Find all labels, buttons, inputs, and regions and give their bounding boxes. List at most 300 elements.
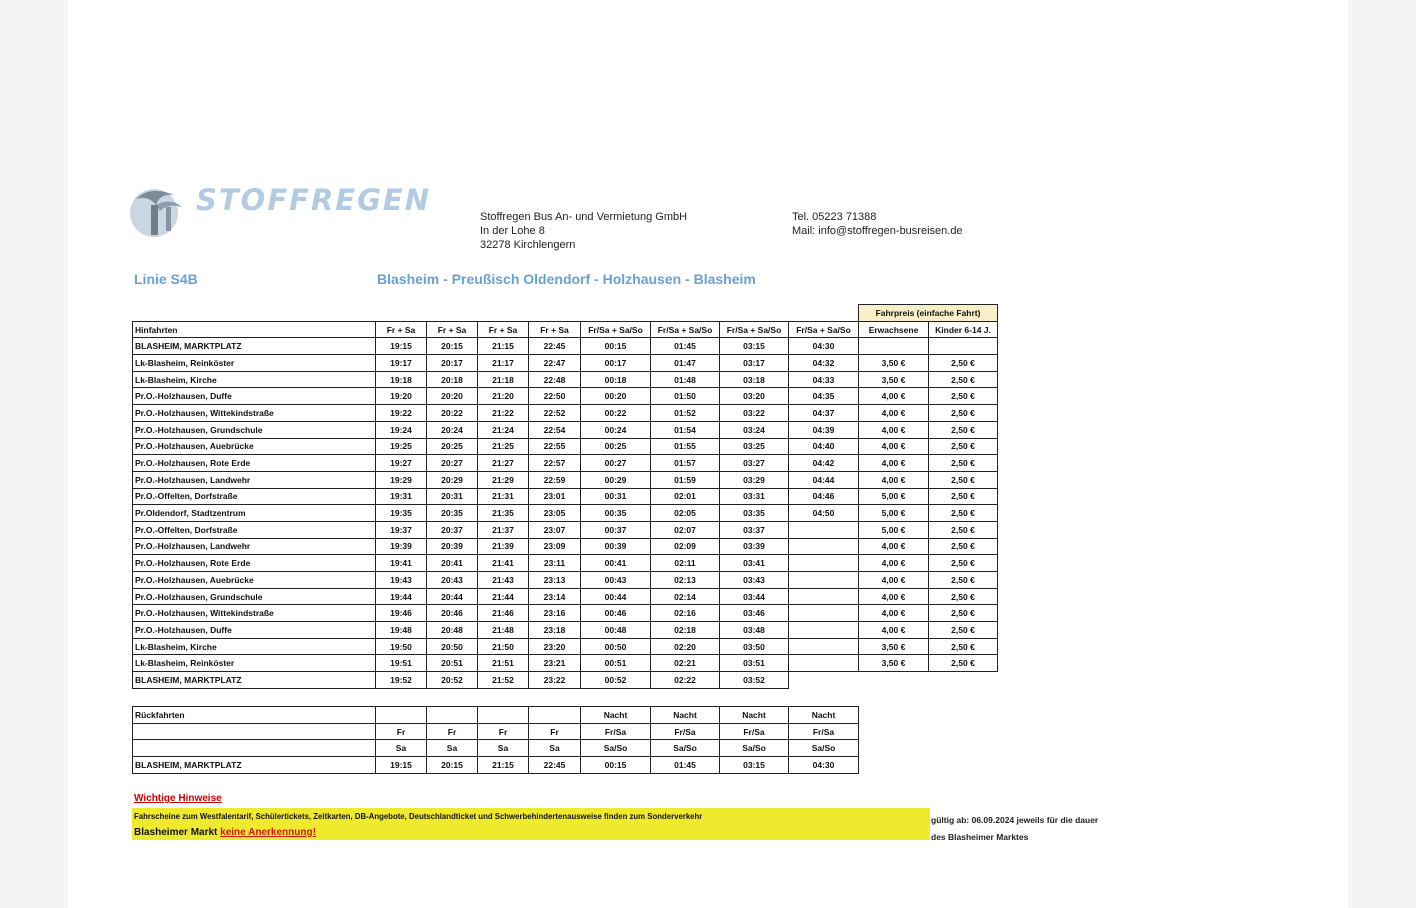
time-cell: 04:40: [789, 438, 859, 455]
time-cell: 00:15: [581, 338, 651, 355]
time-cell: 20:37: [427, 521, 478, 538]
table-row: [133, 605, 998, 622]
time-cell: 00:18: [581, 371, 651, 388]
time-cell: 00:25: [581, 438, 651, 455]
table-row: [133, 455, 998, 472]
stop-name: Lk-Blasheim, Reinköster: [133, 355, 376, 372]
fare-cell: 4,00 €: [859, 471, 929, 488]
fare-cell: 2,50 €: [929, 505, 998, 522]
table-row: [133, 622, 998, 639]
time-cell: 20:50: [427, 638, 478, 655]
fare-cell: 3,50 €: [859, 355, 929, 372]
time-cell: 22:57: [529, 455, 581, 472]
time-cell: 04:44: [789, 471, 859, 488]
table-row: [133, 672, 998, 689]
stop-name: BLASHEIM, MARKTPLATZ: [133, 672, 376, 689]
time-cell: 19:50: [376, 638, 427, 655]
time-cell: 00:27: [581, 455, 651, 472]
time-cell: 19:44: [376, 588, 427, 605]
stop-name: Pr.O.-Holzhausen, Wittekindstraße: [133, 405, 376, 422]
time-cell: 01:48: [651, 371, 720, 388]
time-cell: 23:21: [529, 655, 581, 672]
time-cell: 00:51: [581, 655, 651, 672]
time-cell: 03:15: [720, 338, 789, 355]
table-row: [133, 405, 998, 422]
time-cell: 19:37: [376, 521, 427, 538]
column-header: Fr/Sa + Sa/So: [581, 321, 651, 338]
column-header: Fr/Sa + Sa/So: [720, 321, 789, 338]
return-cell: Fr: [427, 723, 478, 740]
table-row: [133, 588, 998, 605]
fare-cell: 4,00 €: [859, 405, 929, 422]
time-cell: 01:47: [651, 355, 720, 372]
fare-cell: 2,50 €: [929, 355, 998, 372]
time-cell: 03:41: [720, 555, 789, 572]
fare-cell: 2,50 €: [929, 572, 998, 589]
time-cell: [789, 622, 859, 639]
return-cell: Sa: [427, 740, 478, 757]
time-cell: 03:50: [720, 638, 789, 655]
time-cell: 02:09: [651, 538, 720, 555]
time-cell: 03:20: [720, 388, 789, 405]
time-cell: 00:48: [581, 622, 651, 639]
time-cell: 19:18: [376, 371, 427, 388]
notes-no-recognition: keine Anerkennung!: [220, 827, 316, 838]
time-cell: 21:25: [478, 438, 529, 455]
time-cell: 01:45: [651, 338, 720, 355]
stop-name: Pr.O.-Offelten, Dorfstraße: [133, 488, 376, 505]
time-cell: 04:30: [789, 338, 859, 355]
time-cell: [789, 605, 859, 622]
return-cell: Fr/Sa: [789, 723, 859, 740]
table-row: [133, 471, 998, 488]
stop-name: Pr.O.-Holzhausen, Grundschule: [133, 421, 376, 438]
stop-name: Pr.O.-Holzhausen, Auebrücke: [133, 438, 376, 455]
table-row: [133, 572, 998, 589]
fare-cell: 4,00 €: [859, 622, 929, 639]
time-cell: 23:14: [529, 588, 581, 605]
company-name: Stoffregen Bus An- und Vermietung GmbH: [480, 211, 688, 223]
palm-tree-icon: [130, 183, 188, 241]
stop-name: Pr.O.-Holzhausen, Duffe: [133, 622, 376, 639]
time-cell: 22:59: [529, 471, 581, 488]
time-cell: 02:14: [651, 588, 720, 605]
fare-cell: 2,50 €: [929, 588, 998, 605]
time-cell: 19:41: [376, 555, 427, 572]
fare-cell: 3,50 €: [859, 655, 929, 672]
return-label: BLASHEIM, MARKTPLATZ: [133, 757, 376, 774]
stop-name: Lk-Blasheim, Reinköster: [133, 655, 376, 672]
return-cell: Nacht: [789, 707, 859, 724]
company-logo: [130, 183, 431, 243]
time-cell: 21:44: [478, 588, 529, 605]
time-cell: 23:07: [529, 521, 581, 538]
time-cell: [789, 538, 859, 555]
return-cell: Fr/Sa: [581, 723, 651, 740]
time-cell: 20:51: [427, 655, 478, 672]
time-cell: 00:24: [581, 421, 651, 438]
fare-cell: 2,50 €: [929, 605, 998, 622]
column-header: Fr + Sa: [529, 321, 581, 338]
time-cell: 19:25: [376, 438, 427, 455]
fare-cell: 3,50 €: [859, 371, 929, 388]
time-cell: 04:37: [789, 405, 859, 422]
notes-highlight: [132, 808, 930, 840]
return-cell: 00:15: [581, 757, 651, 774]
time-cell: 19:29: [376, 471, 427, 488]
time-cell: 03:51: [720, 655, 789, 672]
notes-line-1: Fahrscheine zum Westfalentarif, Schülertickets, Zeitkarten, DB-Angebote, Deutschlandticket und Schwerbehindertenausweise finden zum Sonderverkehr: [134, 812, 703, 821]
time-cell: 20:15: [427, 338, 478, 355]
return-cell: [427, 707, 478, 724]
time-cell: 04:39: [789, 421, 859, 438]
return-cell: 01:45: [651, 757, 720, 774]
table-row: [133, 488, 998, 505]
company-email: Mail: info@stoffregen-busreisen.de: [792, 225, 963, 237]
column-header: Fr + Sa: [376, 321, 427, 338]
fare-cell: 4,00 €: [859, 455, 929, 472]
time-cell: 21:50: [478, 638, 529, 655]
fare-cell: 4,00 €: [859, 588, 929, 605]
fare-cell: 3,50 €: [859, 638, 929, 655]
return-cell: 21:15: [478, 757, 529, 774]
time-cell: [789, 588, 859, 605]
column-header: Erwachsene: [859, 321, 929, 338]
table-row: [133, 371, 998, 388]
return-cell: [529, 707, 581, 724]
time-cell: 20:43: [427, 572, 478, 589]
time-cell: 23:22: [529, 672, 581, 689]
time-cell: 03:18: [720, 371, 789, 388]
spacer-cell: [133, 305, 859, 322]
time-cell: 03:37: [720, 521, 789, 538]
time-cell: 03:29: [720, 471, 789, 488]
fare-cell: 5,00 €: [859, 488, 929, 505]
time-cell: 02:16: [651, 605, 720, 622]
return-cell: Sa: [529, 740, 581, 757]
stop-name: BLASHEIM, MARKTPLATZ: [133, 338, 376, 355]
time-cell: 03:22: [720, 405, 789, 422]
table-row: [133, 438, 998, 455]
table-row: [133, 555, 998, 572]
stop-name: Pr.O.-Holzhausen, Rote Erde: [133, 455, 376, 472]
time-cell: 23:13: [529, 572, 581, 589]
time-cell: 03:35: [720, 505, 789, 522]
time-cell: 21:27: [478, 455, 529, 472]
time-cell: 02:07: [651, 521, 720, 538]
time-cell: 23:11: [529, 555, 581, 572]
notes-market: Blasheimer Markt: [134, 827, 218, 838]
stop-name: Pr.Oldendorf, Stadtzentrum: [133, 505, 376, 522]
time-cell: 22:45: [529, 338, 581, 355]
time-cell: 19:20: [376, 388, 427, 405]
return-cell: 03:15: [720, 757, 789, 774]
time-cell: [789, 521, 859, 538]
time-cell: 00:17: [581, 355, 651, 372]
column-header: Kinder 6-14 J.: [929, 321, 998, 338]
time-cell: 00:22: [581, 405, 651, 422]
time-cell: 01:55: [651, 438, 720, 455]
time-cell: 22:52: [529, 405, 581, 422]
time-cell: 03:39: [720, 538, 789, 555]
stop-name: Pr.O.-Holzhausen, Auebrücke: [133, 572, 376, 589]
time-cell: 00:46: [581, 605, 651, 622]
timetable-outbound: [132, 304, 998, 689]
time-cell: 03:17: [720, 355, 789, 372]
time-cell: [789, 572, 859, 589]
time-cell: 00:31: [581, 488, 651, 505]
fare-cell: 2,50 €: [929, 438, 998, 455]
company-street: In der Lohe 8: [480, 225, 545, 237]
column-header: Fr/Sa + Sa/So: [651, 321, 720, 338]
time-cell: 20:18: [427, 371, 478, 388]
fare-cell: 4,00 €: [859, 421, 929, 438]
stop-name: Pr.O.-Holzhausen, Rote Erde: [133, 555, 376, 572]
time-cell: 19:35: [376, 505, 427, 522]
time-cell: 20:44: [427, 588, 478, 605]
time-cell: 00:37: [581, 521, 651, 538]
time-cell: 23:09: [529, 538, 581, 555]
time-cell: 23:18: [529, 622, 581, 639]
time-cell: 23:16: [529, 605, 581, 622]
time-cell: 23:20: [529, 638, 581, 655]
stop-name: Pr.O.-Holzhausen, Landwehr: [133, 538, 376, 555]
time-cell: 00:35: [581, 505, 651, 522]
time-cell: 21:39: [478, 538, 529, 555]
return-cell: Sa/So: [789, 740, 859, 757]
time-cell: 21:17: [478, 355, 529, 372]
table-row: [133, 421, 998, 438]
time-cell: 02:11: [651, 555, 720, 572]
stop-name: Pr.O.-Offelten, Dorfstraße: [133, 521, 376, 538]
time-cell: 21:51: [478, 655, 529, 672]
time-cell: [789, 555, 859, 572]
time-cell: 20:52: [427, 672, 478, 689]
time-cell: 01:59: [651, 471, 720, 488]
fare-header: Fahrpreis (einfache Fahrt): [859, 305, 998, 322]
time-cell: 19:22: [376, 405, 427, 422]
time-cell: 04:42: [789, 455, 859, 472]
time-cell: 23:05: [529, 505, 581, 522]
return-cell: Nacht: [581, 707, 651, 724]
return-cell: Sa/So: [581, 740, 651, 757]
fare-cell: 2,50 €: [929, 421, 998, 438]
return-cell: [376, 707, 427, 724]
time-cell: 22:55: [529, 438, 581, 455]
time-cell: 04:46: [789, 488, 859, 505]
return-label: [133, 740, 376, 757]
return-cell: Sa/So: [651, 740, 720, 757]
time-cell: 02:22: [651, 672, 720, 689]
time-cell: 03:27: [720, 455, 789, 472]
time-cell: 19:39: [376, 538, 427, 555]
return-cell: [478, 707, 529, 724]
fare-cell: 2,50 €: [929, 455, 998, 472]
table-row: [133, 338, 998, 355]
return-label: [133, 723, 376, 740]
company-address: [480, 210, 687, 252]
fare-cell: 4,00 €: [859, 605, 929, 622]
return-cell: Nacht: [720, 707, 789, 724]
time-cell: 19:48: [376, 622, 427, 639]
time-cell: 03:44: [720, 588, 789, 605]
stop-name: Lk-Blasheim, Kirche: [133, 371, 376, 388]
time-cell: 03:24: [720, 421, 789, 438]
stop-name: Pr.O.-Holzhausen, Duffe: [133, 388, 376, 405]
fare-cell: [859, 338, 929, 355]
company-contact: [792, 210, 963, 238]
time-cell: 20:22: [427, 405, 478, 422]
time-cell: 21:37: [478, 521, 529, 538]
fare-cell: 2,50 €: [929, 655, 998, 672]
time-cell: 03:43: [720, 572, 789, 589]
table-row: [133, 505, 998, 522]
table-row: [133, 538, 998, 555]
fare-cell: 5,00 €: [859, 521, 929, 538]
time-cell: 21:43: [478, 572, 529, 589]
time-cell: 20:17: [427, 355, 478, 372]
time-cell: 21:35: [478, 505, 529, 522]
time-cell: 04:35: [789, 388, 859, 405]
notes-line-2: [134, 827, 316, 838]
return-cell: Fr: [478, 723, 529, 740]
time-cell: 00:29: [581, 471, 651, 488]
time-cell: 02:20: [651, 638, 720, 655]
company-phone: Tel. 05223 71388: [792, 211, 877, 223]
time-cell: 20:39: [427, 538, 478, 555]
time-cell: 04:32: [789, 355, 859, 372]
time-cell: 02:13: [651, 572, 720, 589]
validity-note: gültig ab: 06.09.2024 jeweils für die dauer des Blasheimer Marktes: [931, 815, 1099, 842]
time-cell: 20:20: [427, 388, 478, 405]
return-cell: Fr/Sa: [720, 723, 789, 740]
time-cell: 19:51: [376, 655, 427, 672]
fare-cell: 4,00 €: [859, 388, 929, 405]
fare-cell: 5,00 €: [859, 505, 929, 522]
time-cell: 20:46: [427, 605, 478, 622]
return-cell: Sa: [478, 740, 529, 757]
time-cell: 21:18: [478, 371, 529, 388]
fare-cell: 4,00 €: [859, 555, 929, 572]
time-cell: 21:15: [478, 338, 529, 355]
return-cell: 20:15: [427, 757, 478, 774]
stop-name: Lk-Blasheim, Kirche: [133, 638, 376, 655]
time-cell: 20:29: [427, 471, 478, 488]
column-header-row: [133, 321, 998, 338]
time-cell: 21:41: [478, 555, 529, 572]
return-cell: Fr/Sa: [651, 723, 720, 740]
time-cell: 00:41: [581, 555, 651, 572]
time-cell: 21:29: [478, 471, 529, 488]
return-row: [133, 740, 859, 757]
time-cell: 03:25: [720, 438, 789, 455]
time-cell: 19:46: [376, 605, 427, 622]
table-row: [133, 521, 998, 538]
spacer-cell: [789, 672, 998, 689]
time-cell: 20:31: [427, 488, 478, 505]
fare-cell: 2,50 €: [929, 388, 998, 405]
time-cell: 03:46: [720, 605, 789, 622]
time-cell: 19:31: [376, 488, 427, 505]
return-cell: Sa/So: [720, 740, 789, 757]
logo-text: STOFFREGEN: [196, 183, 431, 217]
return-cell: Nacht: [651, 707, 720, 724]
time-cell: 22:54: [529, 421, 581, 438]
fare-cell: 4,00 €: [859, 572, 929, 589]
time-cell: 02:18: [651, 622, 720, 639]
return-cell: 22:45: [529, 757, 581, 774]
time-cell: 22:48: [529, 371, 581, 388]
stop-name: Pr.O.-Holzhausen, Landwehr: [133, 471, 376, 488]
time-cell: 20:25: [427, 438, 478, 455]
column-header: Hinfahrten: [133, 321, 376, 338]
return-row: [133, 707, 859, 724]
time-cell: 01:54: [651, 421, 720, 438]
fare-cell: 4,00 €: [859, 438, 929, 455]
time-cell: 21:52: [478, 672, 529, 689]
column-header: Fr + Sa: [427, 321, 478, 338]
return-cell: 19:15: [376, 757, 427, 774]
time-cell: 01:57: [651, 455, 720, 472]
time-cell: 20:41: [427, 555, 478, 572]
fare-cell: 2,50 €: [929, 555, 998, 572]
route-title: Blasheim - Preußisch Oldendorf - Holzhausen - Blasheim: [377, 271, 756, 287]
time-cell: 19:17: [376, 355, 427, 372]
time-cell: 20:48: [427, 622, 478, 639]
fare-cell: 2,50 €: [929, 405, 998, 422]
time-cell: 20:35: [427, 505, 478, 522]
time-cell: 02:01: [651, 488, 720, 505]
table-row: [133, 355, 998, 372]
time-cell: [789, 638, 859, 655]
time-cell: 00:20: [581, 388, 651, 405]
notes-title: Wichtige Hinweise: [134, 793, 222, 804]
return-label: Rückfahrten: [133, 707, 376, 724]
time-cell: 03:52: [720, 672, 789, 689]
fare-cell: 2,50 €: [929, 488, 998, 505]
stop-name: Pr.O.-Holzhausen, Wittekindstraße: [133, 605, 376, 622]
time-cell: 00:39: [581, 538, 651, 555]
time-cell: 04:33: [789, 371, 859, 388]
time-cell: 20:24: [427, 421, 478, 438]
return-cell: Sa: [376, 740, 427, 757]
column-header: Fr/Sa + Sa/So: [789, 321, 859, 338]
table-row: [133, 638, 998, 655]
time-cell: 19:52: [376, 672, 427, 689]
time-cell: 23:01: [529, 488, 581, 505]
return-row: [133, 723, 859, 740]
company-city: 32278 Kirchlengern: [480, 239, 576, 251]
stop-name: Pr.O.-Holzhausen, Grundschule: [133, 588, 376, 605]
fare-cell: 2,50 €: [929, 538, 998, 555]
time-cell: 19:27: [376, 455, 427, 472]
time-cell: 21:31: [478, 488, 529, 505]
time-cell: 00:43: [581, 572, 651, 589]
time-cell: 21:22: [478, 405, 529, 422]
table-row: [133, 655, 998, 672]
time-cell: 21:24: [478, 421, 529, 438]
line-number: Linie S4B: [134, 271, 198, 287]
fare-cell: 2,50 €: [929, 638, 998, 655]
time-cell: 19:43: [376, 572, 427, 589]
time-cell: 19:24: [376, 421, 427, 438]
return-cell: Fr: [529, 723, 581, 740]
fare-header-row: [133, 305, 998, 322]
time-cell: [789, 655, 859, 672]
time-cell: 00:44: [581, 588, 651, 605]
time-cell: 01:52: [651, 405, 720, 422]
time-cell: 04:50: [789, 505, 859, 522]
